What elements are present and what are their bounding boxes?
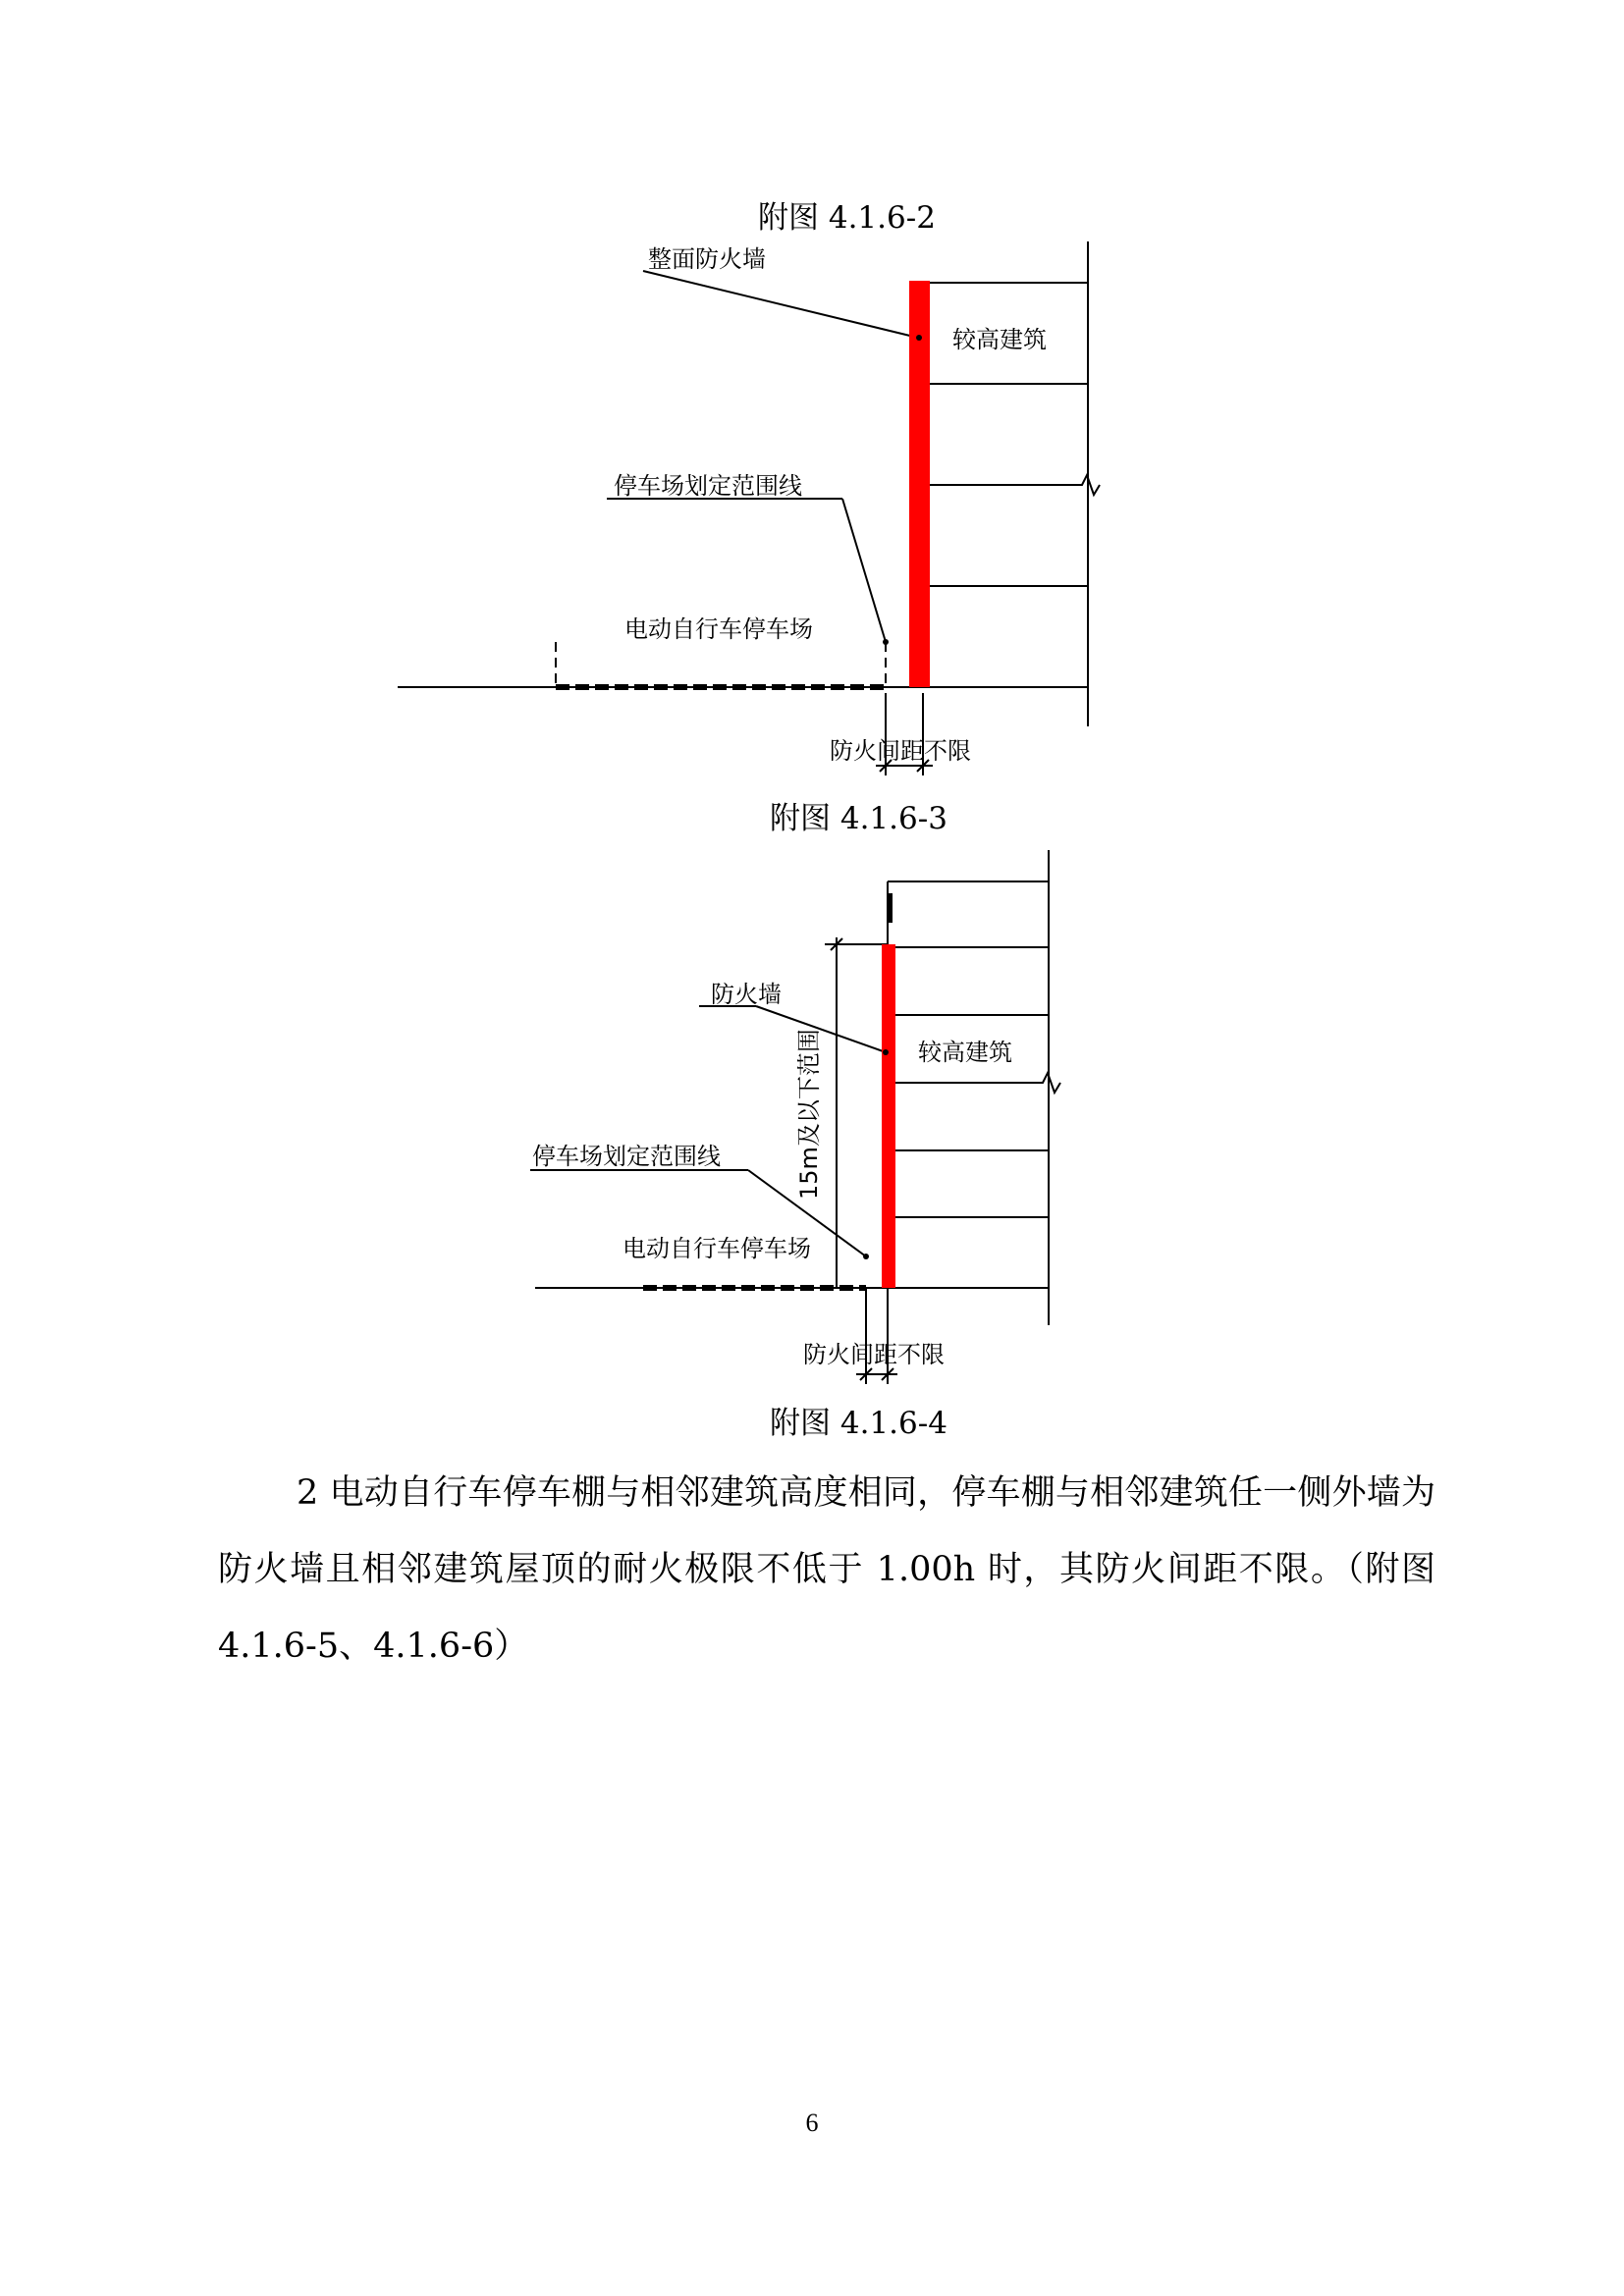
body-paragraph (218, 1455, 1435, 1684)
label-taller-building: 较高建筑 (918, 1039, 1012, 1066)
figure-caption-4-1-6-3: 附图 4.1.6-3 (770, 801, 947, 836)
fire-wall (909, 281, 930, 687)
label-height-range: 15m及以下范围 (795, 1029, 823, 1200)
break-mark (923, 475, 1100, 495)
break-mark (888, 1073, 1060, 1093)
page-number: 6 (805, 2109, 819, 2137)
figure-caption-4-1-6-4: 附图 4.1.6-4 (770, 1406, 947, 1441)
fire-wall (882, 944, 895, 1288)
diagram-fire-wall-15m (0, 839, 1624, 1369)
leader-line (643, 271, 918, 338)
paragraph-text: 2 电动自行车停车棚与相邻建筑高度相同，停车棚与相邻建筑任一侧外墙为防火墙且相邻建筑屋顶的耐火极限不低于 1.00h 时，其防火间距不限。（附图 4.1.6-5、4.1.6-6） (218, 1473, 1435, 1666)
label-spacing: 防火间距不限 (803, 1341, 945, 1368)
label-parking: 电动自行车停车场 (624, 615, 813, 643)
label-taller-building: 较高建筑 (952, 326, 1047, 353)
label-spacing: 防火间距不限 (830, 737, 971, 765)
leader-line (842, 499, 886, 642)
label-boundary-line: 停车场划定范围线 (614, 472, 802, 500)
label-parking: 电动自行车停车场 (623, 1235, 811, 1262)
figure-caption-4-1-6-2: 附图 4.1.6-2 (758, 200, 936, 236)
label-fire-wall: 整面防火墙 (648, 245, 766, 273)
diagram-full-fire-wall (0, 236, 1624, 765)
label-fire-wall: 防火墙 (711, 981, 782, 1008)
label-boundary-line: 停车场划定范围线 (532, 1143, 721, 1170)
